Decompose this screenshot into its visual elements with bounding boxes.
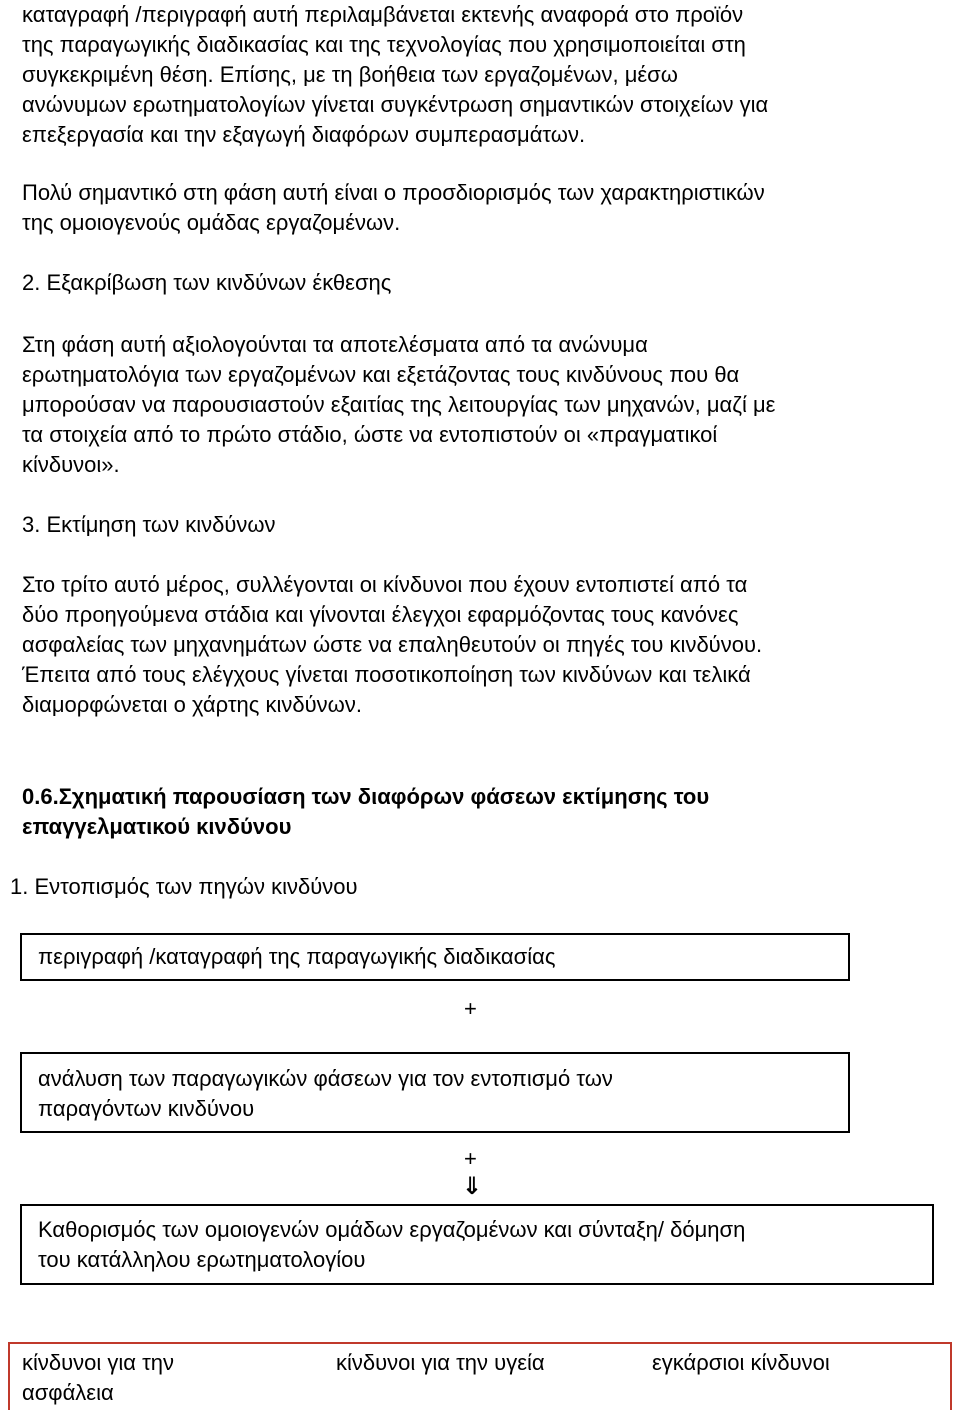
text-line: δύο προηγούμενα στάδια και γίνονται έλεγχοι εφαρμόζοντας τους κανόνες — [22, 602, 739, 627]
heading-line: 0.6.Σχηματική παρουσίαση των διαφόρων φάσεων εκτίμησης του — [22, 784, 710, 809]
text-line: Έπειτα από τους ελέγχους γίνεται ποσοτικοποίηση των κινδύνων και τελικά — [22, 662, 751, 687]
text-line: της παραγωγικής διαδικασίας και της τεχνολογίας που χρησιμοποιείται στη — [22, 32, 746, 57]
text-line: διαμορφώνεται ο χάρτης κινδύνων. — [22, 692, 362, 717]
text-line: συγκεκριμένη θέση. Επίσης, με τη βοήθεια των εργαζομένων, μέσω — [22, 62, 678, 87]
risk-categories-box — [8, 1342, 952, 1410]
box-text: παραγόντων κινδύνου — [38, 1096, 255, 1121]
down-arrow-icon: ⇓ — [462, 1173, 483, 1200]
box-text: του κατάλληλου ερωτηματολογίου — [38, 1247, 366, 1272]
text-line: Στο τρίτο αυτό μέρος, συλλέγονται οι κίνδυνοι που έχουν εντοπιστεί από τα — [22, 572, 748, 597]
text-line: της ομοιογενούς ομάδας εργαζομένων. — [22, 210, 401, 235]
diagram-box-worker-groups — [20, 1204, 934, 1285]
section-subheading: 1. Εντοπισμός των πηγών κινδύνου — [10, 874, 358, 899]
step2-heading: 2. Εξακρίβωση των κινδύνων έκθεσης — [22, 270, 392, 295]
heading-line: επαγγελματικού κινδύνου — [22, 814, 292, 839]
text-line: ανώνυμων ερωτηματολογίων γίνεται συγκέντρωση σημαντικών στοιχείων για — [22, 92, 769, 117]
category-transversal: εγκάρσιοι κίνδυνοι — [652, 1350, 830, 1375]
text-line: Πολύ σημαντικό στη φάση αυτή είναι ο προσδιορισμός των χαρακτηριστικών — [22, 180, 765, 205]
text-line: κίνδυνοι». — [22, 452, 120, 477]
diagram-box-process-description — [20, 933, 850, 981]
text-line: μπορούσαν να παρουσιαστούν εξαιτίας της λειτουργίας των μηχανών, μαζί με — [22, 392, 776, 417]
category-safety: ασφάλεια — [22, 1380, 114, 1405]
step3-heading: 3. Εκτίμηση των κινδύνων — [22, 512, 276, 537]
plus-sign: + — [464, 996, 477, 1021]
box-text: ανάλυση των παραγωγικών φάσεων για τον εντοπισμό των — [38, 1066, 613, 1091]
text-line: ερωτηματολόγια των εργαζομένων και εξετάζοντας τους κινδύνους που θα — [22, 362, 740, 387]
text-line: Στη φάση αυτή αξιολογούνται τα αποτελέσματα από τα ανώνυμα — [22, 332, 648, 357]
text-line: τα στοιχεία από το πρώτο στάδιο, ώστε να εντοπιστούν οι «πραγματικοί — [22, 422, 718, 447]
plus-sign: + — [464, 1146, 477, 1171]
text-line: καταγραφή /περιγραφή αυτή περιλαμβάνεται εκτενής αναφορά στο προϊόν — [22, 2, 744, 27]
category-safety: κίνδυνοι για την — [22, 1350, 175, 1375]
diagram-box-phase-analysis — [20, 1052, 850, 1133]
text-line: επεξεργασία και την εξαγωγή διαφόρων συμπερασμάτων. — [22, 122, 586, 147]
category-health: κίνδυνοι για την υγεία — [336, 1350, 545, 1375]
text-line: ασφαλείας των μηχανημάτων ώστε να επαληθευτούν οι πηγές του κινδύνου. — [22, 632, 763, 657]
box-text: Καθορισμός των ομοιογενών ομάδων εργαζομένων και σύνταξη/ δόμηση — [38, 1217, 746, 1242]
box-text: περιγραφή /καταγραφή της παραγωγικής διαδικασίας — [38, 944, 556, 969]
